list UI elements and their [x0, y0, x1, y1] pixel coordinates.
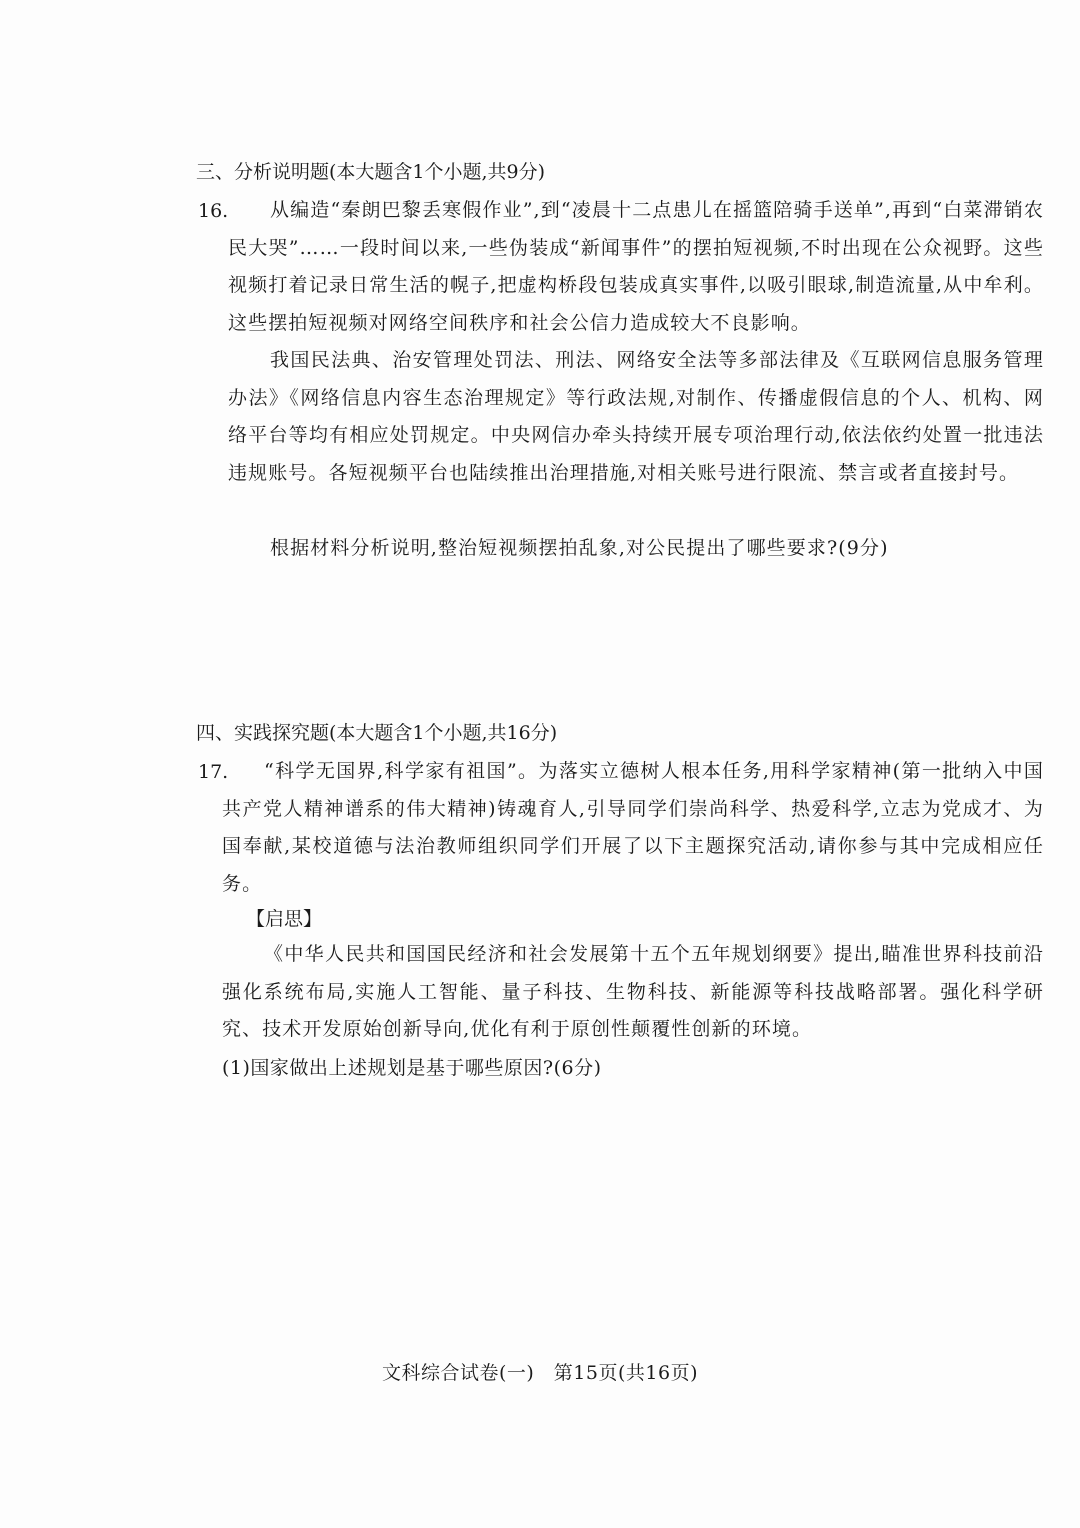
question-16-prompt: 根据材料分析说明,整治短视频摆拍乱象,对公民提出了哪些要求?(9分)	[270, 537, 889, 559]
question-17-intro: “科学无国界,科学家有祖国”。为落实立德树人根本任务,用科学家精神(第一批纳入中国共产党人精神谱系的伟大精神)铸魂育人,引导同学们崇尚科学、热爱科学,立志为党成才、为国奉献,某校道德与法治教师组织同学们开展了以下主题探究活动,请你参与其中完成相应任务。	[222, 760, 1044, 895]
question-16-paragraph-1: 从编造“秦朗巴黎丢寒假作业”,到“凌晨十二点患儿在摇篮陪骑手送单”,再到“白菜滞销农民大哭”……一段时间以来,一些伪装成“新闻事件”的摆拍短视频,不时出现在公众视野。这些视频打着记录日常生活的幌子,把虚构桥段包装成真实事件,以吸引眼球,制造流量,从中牟利。这些摆拍短视频对网络空间秩序和社会公信力造成较大不良影响。	[228, 199, 1044, 334]
question-17-subquestion-1: (1)国家做出上述规划是基于哪些原因?(6分)	[222, 1057, 602, 1079]
question-17-material: 《中华人民共和国国民经济和社会发展第十五个五年规划纲要》提出,瞄准世界科技前沿强化系统布局,实施人工智能、量子科技、生物科技、新能源等科技战略部署。强化科学研究、技术开发原始创新导向,优化有利于原创性颠覆性创新的环境。	[222, 943, 1044, 1040]
section-4-heading: 四、实践探究题(本大题含1个小题,共16分)	[196, 722, 558, 744]
page-footer: 文科综合试卷(一) 第15页(共16页)	[381, 1362, 698, 1384]
section-3-heading: 三、分析说明题(本大题含1个小题,共9分)	[196, 161, 546, 183]
question-16-paragraph-2: 我国民法典、治安管理处罚法、刑法、网络安全法等多部法律及《互联网信息服务管理办法》《网络信息内容生态治理规定》等行政法规,对制作、传播虚假信息的个人、机构、网络平台等均有相应处罚规定。中央网信办牵头持续开展专项治理行动,依法依约处置一批违法违规账号。各短视频平台也陆续推出治理措施,对相关账号进行限流、禁言或者直接封号。	[228, 349, 1044, 484]
question-16-number: 16.	[198, 200, 229, 222]
question-17-number: 17.	[198, 761, 229, 783]
question-17-label-qisi: 【启思】	[246, 908, 323, 930]
